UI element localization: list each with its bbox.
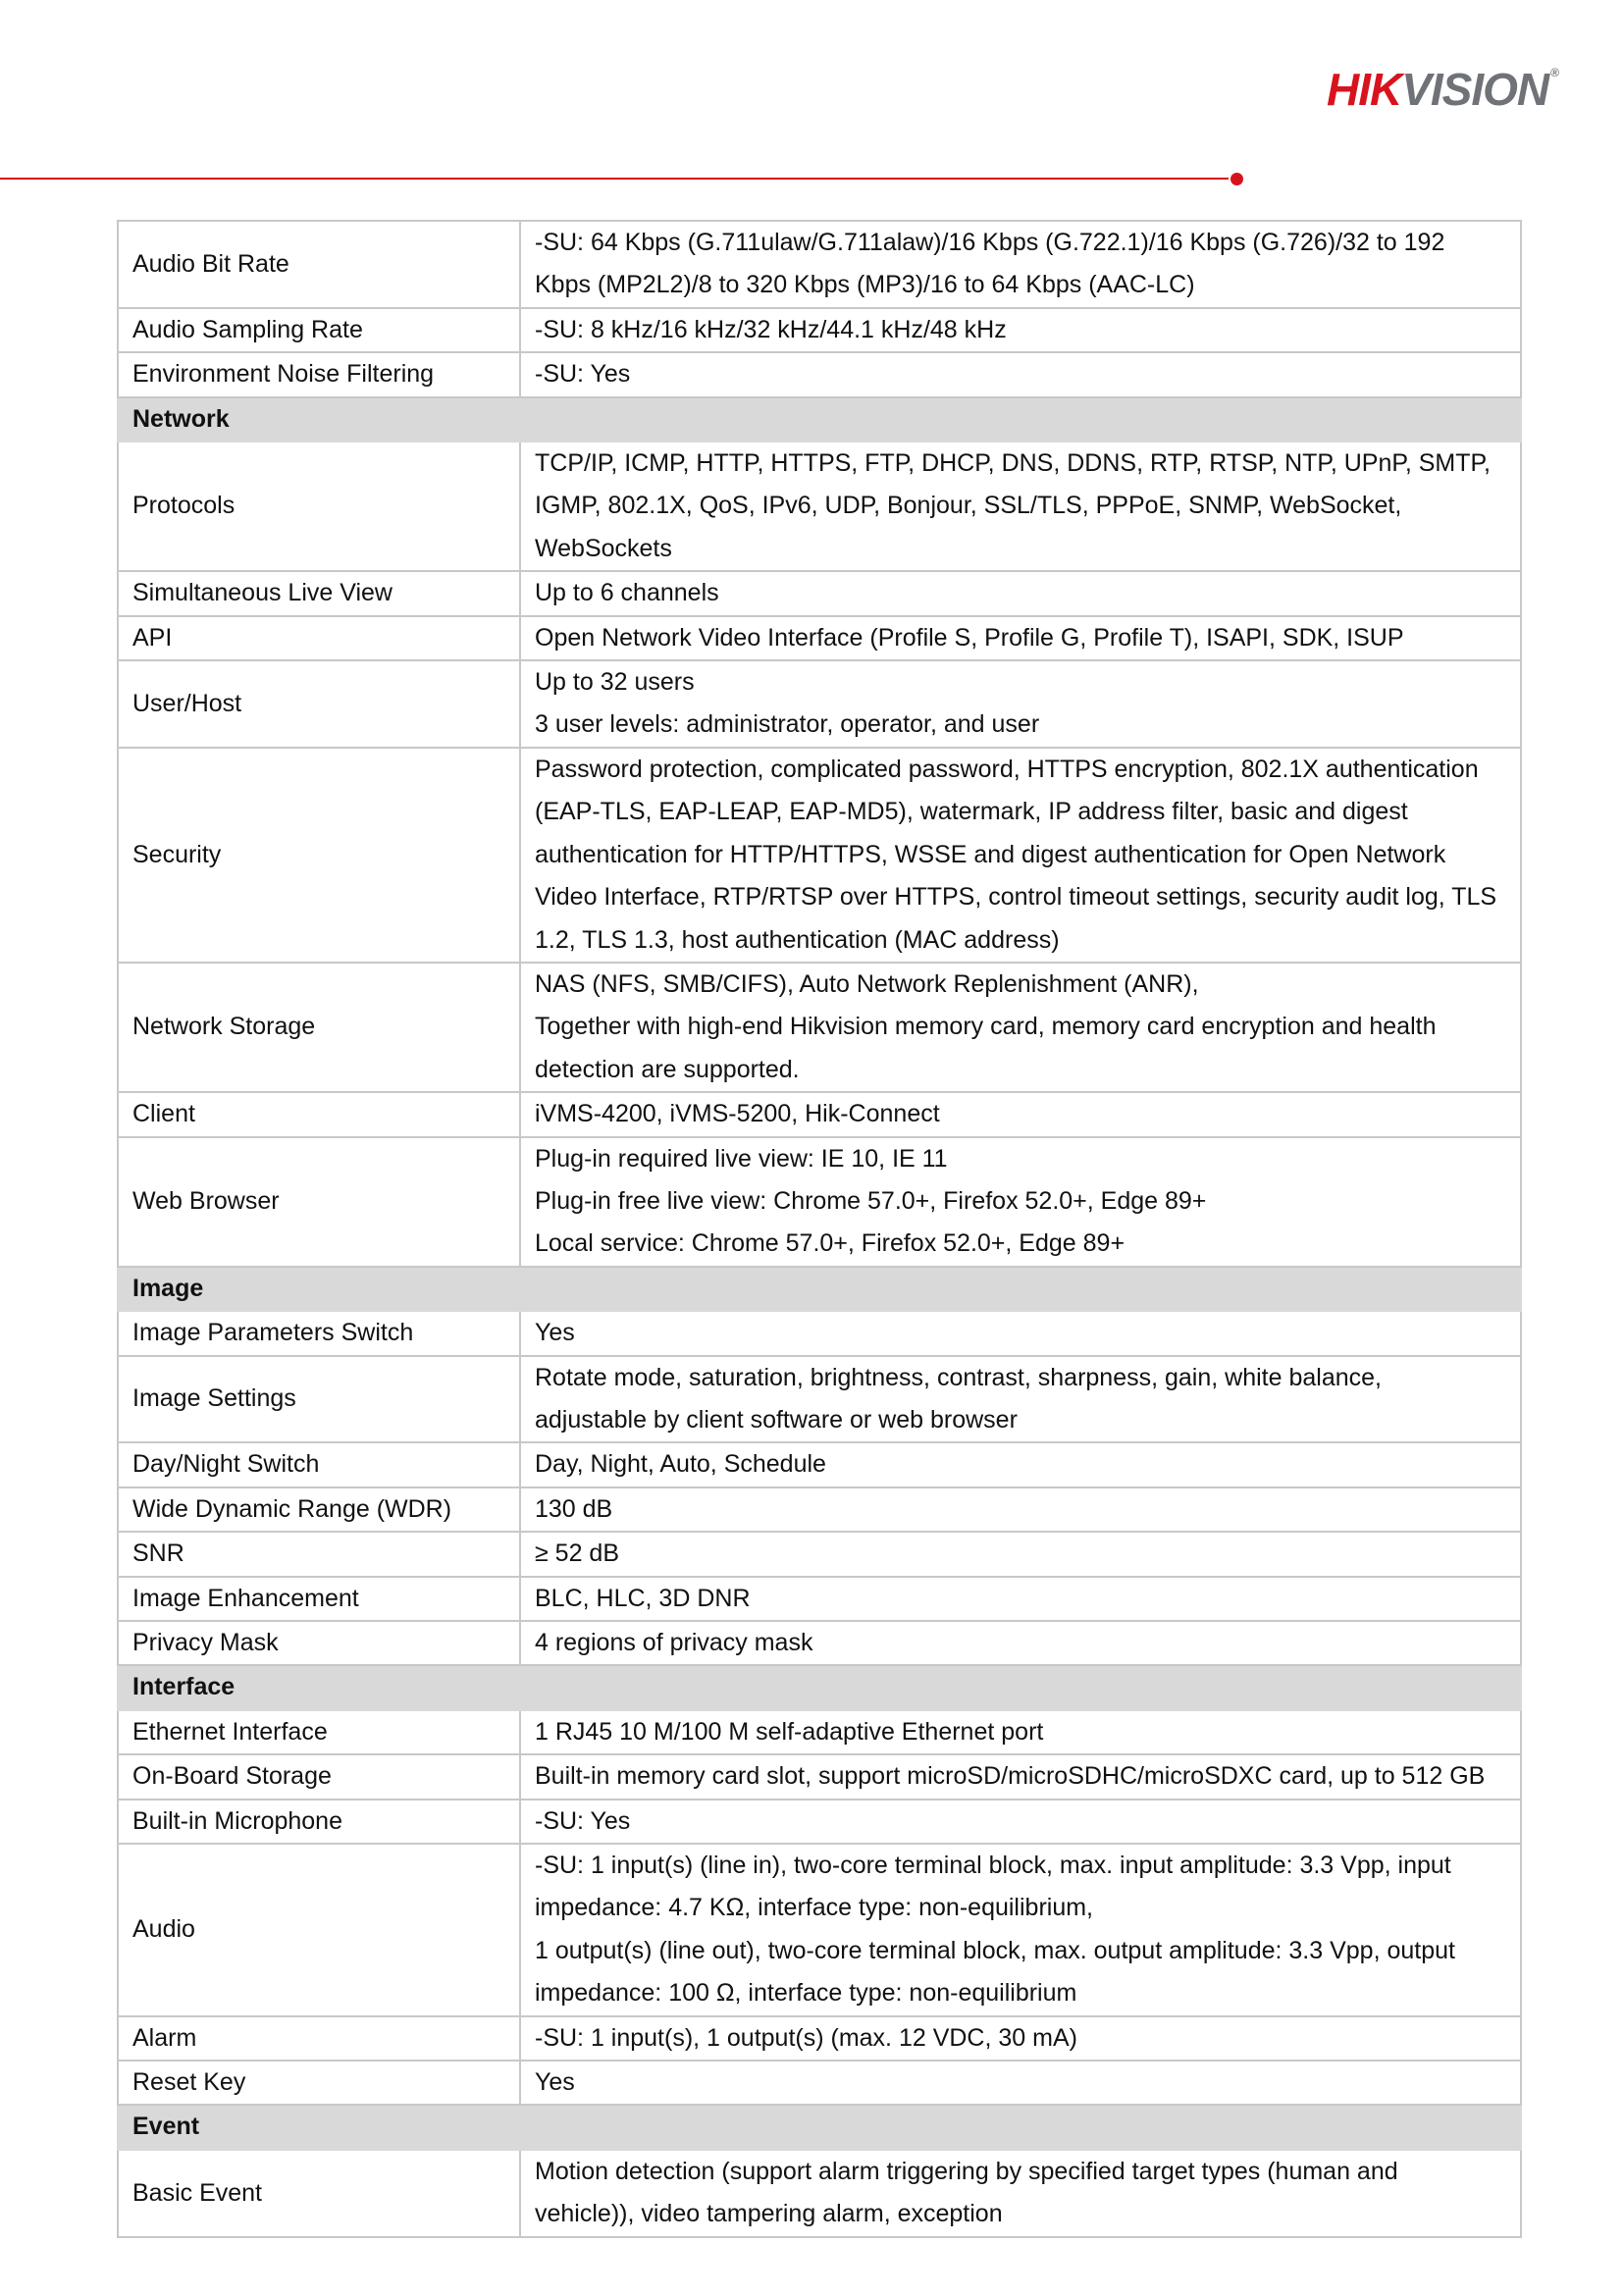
spec-value — [520, 1754, 1521, 1799]
spec-value-line: 1.2, TLS 1.3, host authentication (MAC address) — [535, 925, 1060, 954]
spec-row — [118, 1577, 1521, 1621]
spec-value-line: -SU: Yes — [535, 360, 631, 389]
spec-row — [118, 1487, 1521, 1532]
spec-value-line: WebSockets — [535, 534, 672, 562]
spec-label: Image Settings — [118, 1356, 520, 1443]
spec-value-line: TCP/IP, ICMP, HTTP, HTTPS, FTP, DHCP, DNS, DDNS, RTP, RTSP, NTP, UPnP, SMTP, — [535, 449, 1491, 478]
spec-value — [520, 748, 1521, 963]
spec-value — [520, 963, 1521, 1092]
spec-value-line: (EAP-TLS, EAP-LEAP, EAP-MD5), watermark, IP address filter, basic and digest — [535, 798, 1408, 826]
spec-row — [118, 442, 1521, 571]
spec-row — [118, 1137, 1521, 1267]
spec-value-line: Open Network Video Interface (Profile S, Profile G, Profile T), ISAPI, SDK, ISUP — [535, 623, 1404, 652]
spec-value-line: 3 user levels: administrator, operator, and user — [535, 710, 1040, 739]
spec-value — [520, 221, 1521, 308]
spec-row — [118, 352, 1521, 396]
spec-label: On-Board Storage — [118, 1754, 520, 1799]
spec-value — [520, 2016, 1521, 2061]
spec-value-line: Day, Night, Auto, Schedule — [535, 1450, 826, 1479]
spec-label: Wide Dynamic Range (WDR) — [118, 1487, 520, 1532]
spec-label: Built-in Microphone — [118, 1800, 520, 1844]
spec-row — [118, 308, 1521, 352]
section-header-row — [118, 1665, 1521, 1709]
spec-row — [118, 221, 1521, 308]
section-header-row — [118, 1267, 1521, 1311]
spec-value-line: 4 regions of privacy mask — [535, 1629, 813, 1656]
spec-value-line: Together with high-end Hikvision memory card, memory card encryption and health — [535, 1013, 1437, 1041]
spec-value-line: 1 output(s) (line out), two-core terminal block, max. output amplitude: 3.3 Vpp, output — [535, 1936, 1455, 1964]
spec-row — [118, 1844, 1521, 2016]
spec-value — [520, 571, 1521, 615]
spec-label: Alarm — [118, 2016, 520, 2061]
spec-label: Client — [118, 1092, 520, 1136]
spec-value-line: impedance: 100 Ω, interface type: non-equilibrium — [535, 1979, 1077, 2008]
spec-value — [520, 1844, 1521, 2016]
spec-label: Web Browser — [118, 1137, 520, 1267]
spec-value-line: Video Interface, RTP/RTSP over HTTPS, control timeout settings, security audit log, TLS — [535, 883, 1497, 912]
spec-label: Simultaneous Live View — [118, 571, 520, 615]
spec-table-body — [118, 221, 1521, 2237]
logo-hik-text: HIK — [1326, 64, 1402, 115]
spec-value — [520, 1710, 1521, 1754]
spec-value-line: Yes — [535, 2068, 575, 2097]
spec-value-line: -SU: 64 Kbps (G.711ulaw/G.711alaw)/16 Kbps (G.722.1)/16 Kbps (G.726)/32 to 192 — [535, 229, 1445, 256]
section-title: Interface — [118, 1665, 1521, 1709]
spec-value-line: impedance: 4.7 KΩ, interface type: non-equilibrium, — [535, 1894, 1093, 1922]
spec-row — [118, 1710, 1521, 1754]
spec-row — [118, 2061, 1521, 2105]
spec-row — [118, 660, 1521, 748]
spec-value-line: -SU: 1 input(s), 1 output(s) (max. 12 VDC, 30 mA) — [535, 2023, 1077, 2052]
spec-value-line: adjustable by client software or web browser — [535, 1405, 1018, 1434]
spec-value-line: iVMS-4200, iVMS-5200, Hik-Connect — [535, 1100, 940, 1128]
spec-value — [520, 1356, 1521, 1443]
spec-value-line: Local service: Chrome 57.0+, Firefox 52.0+, Edge 89+ — [535, 1229, 1126, 1258]
hikvision-logo — [1326, 64, 1558, 115]
logo-registered-mark: ® — [1550, 66, 1558, 79]
spec-value-line: Built-in memory card slot, support microSD/microSDHC/microSDXC card, up to 512 GB — [535, 1762, 1486, 1791]
spec-row — [118, 616, 1521, 660]
spec-label: Ethernet Interface — [118, 1710, 520, 1754]
section-header-row — [118, 2105, 1521, 2149]
spec-value — [520, 1800, 1521, 1844]
spec-label: Basic Event — [118, 2150, 520, 2237]
spec-value-line: Plug-in free live view: Chrome 57.0+, Firefox 52.0+, Edge 89+ — [535, 1186, 1207, 1215]
spec-row — [118, 1754, 1521, 1799]
spec-row — [118, 2150, 1521, 2237]
spec-value-line: Up to 32 users — [535, 668, 695, 697]
spec-value — [520, 2150, 1521, 2237]
spec-value — [520, 1577, 1521, 1621]
spec-row — [118, 963, 1521, 1092]
spec-label: Audio Sampling Rate — [118, 308, 520, 352]
spec-value-line: Up to 6 channels — [535, 579, 719, 607]
spec-label: User/Host — [118, 660, 520, 748]
spec-label: API — [118, 616, 520, 660]
spec-value — [520, 1532, 1521, 1576]
spec-value-line: -SU: 8 kHz/16 kHz/32 kHz/44.1 kHz/48 kHz — [535, 315, 1007, 343]
spec-value-line: Password protection, complicated password, HTTPS encryption, 802.1X authentication — [535, 755, 1479, 783]
spec-value-line: IGMP, 802.1X, QoS, IPv6, UDP, Bonjour, SSL/TLS, PPPoE, SNMP, WebSocket, — [535, 492, 1402, 520]
spec-value-line: ≥ 52 dB — [535, 1539, 619, 1568]
spec-row — [118, 1532, 1521, 1576]
spec-label: Day/Night Switch — [118, 1442, 520, 1487]
spec-label: Network Storage — [118, 963, 520, 1092]
spec-value-line: -SU: 1 input(s) (line in), two-core terminal block, max. input amplitude: 3.3 Vpp, input — [535, 1852, 1451, 1880]
spec-value — [520, 1621, 1521, 1665]
spec-value — [520, 2061, 1521, 2105]
spec-row — [118, 1621, 1521, 1665]
spec-value — [520, 352, 1521, 396]
header-rule — [0, 178, 1229, 180]
spec-value-line: Motion detection (support alarm triggering by specified target types (human and — [535, 2157, 1398, 2185]
spec-table — [117, 220, 1522, 2238]
spec-value-line: vehicle)), video tampering alarm, exception — [535, 2200, 1003, 2228]
section-title: Network — [118, 397, 1521, 442]
spec-value — [520, 1311, 1521, 1355]
spec-label: Security — [118, 748, 520, 963]
spec-row — [118, 1311, 1521, 1355]
spec-label: Audio — [118, 1844, 520, 2016]
logo-vision-text: VISION — [1401, 64, 1549, 115]
spec-value-line: Kbps (MP2L2)/8 to 320 Kbps (MP3)/16 to 64 Kbps (AAC-LC) — [535, 271, 1195, 299]
spec-row — [118, 1800, 1521, 1844]
spec-label: Audio Bit Rate — [118, 221, 520, 308]
spec-row — [118, 571, 1521, 615]
spec-value — [520, 1137, 1521, 1267]
spec-value — [520, 1442, 1521, 1487]
spec-row — [118, 1092, 1521, 1136]
spec-value — [520, 1092, 1521, 1136]
spec-label: Reset Key — [118, 2061, 520, 2105]
spec-label: SNR — [118, 1532, 520, 1576]
spec-label: Privacy Mask — [118, 1621, 520, 1665]
spec-label: Image Parameters Switch — [118, 1311, 520, 1355]
spec-label: Image Enhancement — [118, 1577, 520, 1621]
spec-value-line: authentication for HTTP/HTTPS, WSSE and digest authentication for Open Network — [535, 840, 1446, 868]
spec-value — [520, 308, 1521, 352]
section-title: Image — [118, 1267, 1521, 1311]
spec-label: Environment Noise Filtering — [118, 352, 520, 396]
spec-value-line: Yes — [535, 1319, 575, 1347]
spec-value-line: 130 dB — [535, 1494, 613, 1523]
spec-value-line: Rotate mode, saturation, brightness, contrast, sharpness, gain, white balance, — [535, 1363, 1382, 1391]
spec-value — [520, 442, 1521, 571]
section-header-row — [118, 397, 1521, 442]
spec-value — [520, 1487, 1521, 1532]
spec-label: Protocols — [118, 442, 520, 571]
section-title: Event — [118, 2105, 1521, 2149]
spec-value-line: NAS (NFS, SMB/CIFS), Auto Network Replenishment (ANR), — [535, 969, 1199, 998]
spec-value-line: detection are supported. — [535, 1055, 800, 1083]
spec-value-line: BLC, HLC, 3D DNR — [535, 1584, 751, 1612]
spec-value — [520, 660, 1521, 748]
spec-row — [118, 1442, 1521, 1487]
spec-row — [118, 748, 1521, 963]
spec-row — [118, 1356, 1521, 1443]
spec-value-line: -SU: Yes — [535, 1806, 631, 1835]
spec-row — [118, 2016, 1521, 2061]
spec-value-line: 1 RJ45 10 M/100 M self-adaptive Ethernet port — [535, 1717, 1044, 1746]
spec-value — [520, 616, 1521, 660]
spec-value-line: Plug-in required live view: IE 10, IE 11 — [535, 1144, 948, 1173]
header-rule-dot — [1230, 173, 1243, 185]
